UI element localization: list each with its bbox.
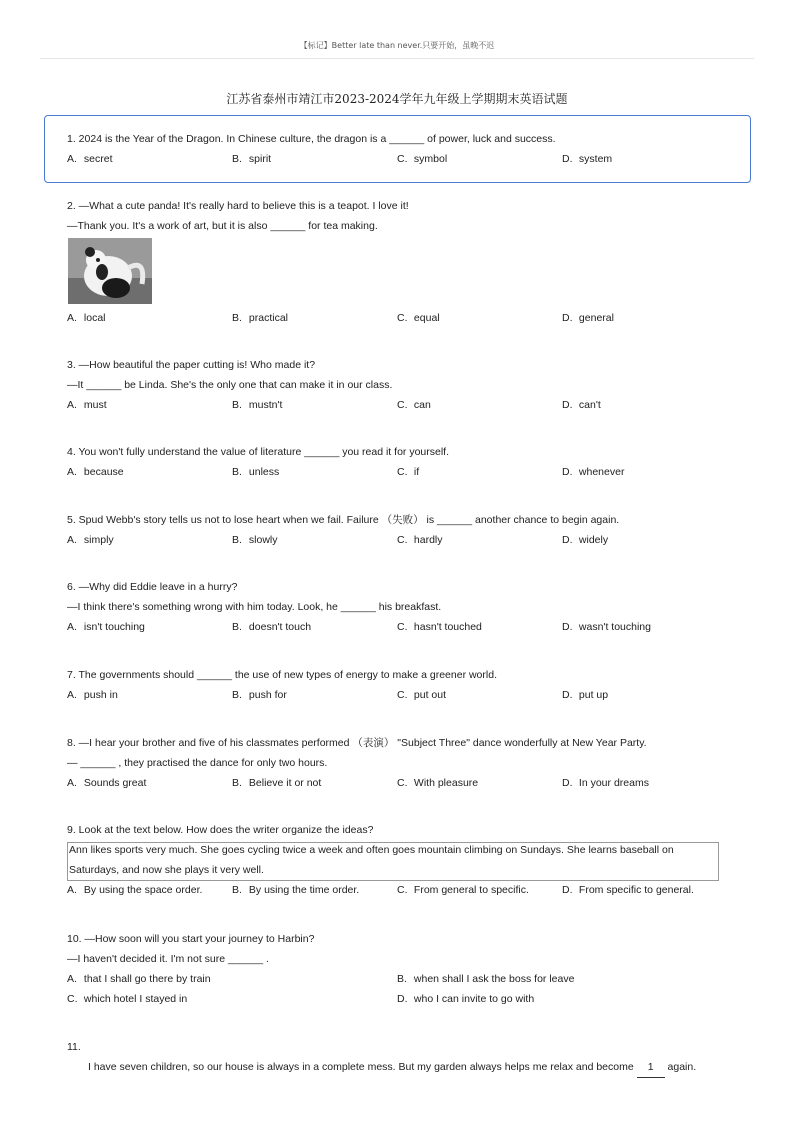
- option-b[interactable]: B. slowly: [232, 534, 278, 546]
- question-5: [67, 510, 737, 550]
- option-c[interactable]: C. symbol: [397, 153, 448, 165]
- question-2: [67, 196, 737, 236]
- question-7: [67, 665, 737, 705]
- option-c[interactable]: C. put out: [397, 689, 447, 701]
- question-6: [67, 577, 737, 637]
- question-10-options-row-1: [67, 969, 737, 989]
- question-5-options: [67, 530, 737, 550]
- question-2-options: [67, 308, 737, 328]
- option-c[interactable]: C. With pleasure: [397, 777, 479, 789]
- question-5-stem: 5. Spud Webb's story tells us not to lose heart when we fail. Failure （失败） is ______ another chance to begin again.: [67, 514, 620, 526]
- question-9-stem: 9. Look at the text below. How does the writer organize the ideas?: [67, 824, 374, 836]
- question-10: [67, 929, 737, 1009]
- question-1: [67, 129, 737, 169]
- blank-1[interactable]: 1: [637, 1057, 665, 1078]
- option-a[interactable]: A. Sounds great: [67, 777, 147, 789]
- question-9: [67, 820, 737, 900]
- option-c[interactable]: C. hasn't touched: [397, 621, 482, 633]
- option-b[interactable]: B. practical: [232, 312, 289, 324]
- question-3: [67, 355, 737, 415]
- option-d[interactable]: D. system: [562, 153, 613, 165]
- option-d[interactable]: D. wasn't touching: [562, 621, 651, 633]
- option-a[interactable]: A. secret: [67, 153, 113, 165]
- option-d[interactable]: D. put up: [562, 689, 609, 701]
- option-b[interactable]: B. mustn't: [232, 399, 283, 411]
- question-4-options: [67, 462, 737, 482]
- option-d[interactable]: D. In your dreams: [562, 777, 649, 789]
- question-2-stem: 2. —What a cute panda! It's really hard to believe this is a teapot. I love it!: [67, 200, 409, 212]
- question-8: [67, 733, 737, 793]
- question-10-options-row-2: [67, 989, 737, 1009]
- question-8-stem: 8. —I hear your brother and five of his classmates performed （表演） "Subject Three" dance wonderfully at New Year Party.: [67, 737, 647, 749]
- option-b[interactable]: B. Believe it or not: [232, 777, 322, 789]
- question-1-options: [67, 149, 737, 169]
- page-title: 江苏省泰州市靖江市2023-2024学年九年级上学期期末英语试题: [226, 92, 568, 106]
- option-a[interactable]: A. must: [67, 399, 107, 411]
- question-8-options: [67, 773, 737, 793]
- option-b[interactable]: B. doesn't touch: [232, 621, 312, 633]
- question-7-stem: 7. The governments should ______ the use of new types of energy to make a greener world.: [67, 669, 497, 681]
- option-d[interactable]: D. general: [562, 312, 614, 324]
- question-9-options: [67, 880, 737, 900]
- question-4: [67, 442, 737, 482]
- passage-text: I have seven children, so our house is always in a complete mess. But my garden always helps me relax and become: [88, 1061, 637, 1073]
- option-a[interactable]: A. push in: [67, 689, 118, 701]
- option-a[interactable]: A. that I shall go there by train: [67, 973, 211, 985]
- option-d[interactable]: D. From specific to general.: [562, 884, 694, 896]
- question-2-stem-2: —Thank you. It's a work of art, but it is also ______ for tea making.: [67, 220, 378, 232]
- option-a[interactable]: A. isn't touching: [67, 621, 145, 633]
- question-9-passage-line-1: Ann likes sports very much. She goes cycling twice a week and often goes mountain climbing on Sundays. She learns baseball on: [69, 844, 674, 856]
- question-3-stem-2: —It ______ be Linda. She's the only one that can make it in our class.: [67, 379, 393, 391]
- header-divider: [40, 58, 754, 59]
- option-b[interactable]: B. spirit: [232, 153, 272, 165]
- option-c[interactable]: C. which hotel I stayed in: [67, 993, 188, 1005]
- question-6-stem: 6. —Why did Eddie leave in a hurry?: [67, 581, 238, 593]
- option-a[interactable]: A. local: [67, 312, 106, 324]
- question-9-passage-line-2: Saturdays, and now she plays it very well.: [69, 864, 264, 876]
- option-d[interactable]: D. widely: [562, 534, 609, 546]
- option-c[interactable]: C. equal: [397, 312, 440, 324]
- question-11-number: 11.: [67, 1041, 81, 1053]
- panda-teapot-image: [68, 238, 152, 304]
- option-c[interactable]: C. From general to specific.: [397, 884, 529, 896]
- question-6-options: [67, 617, 737, 637]
- option-c[interactable]: C. hardly: [397, 534, 443, 546]
- passage-text-end: again.: [664, 1061, 697, 1073]
- option-a[interactable]: A. because: [67, 466, 124, 478]
- question-10-stem: 10. —How soon will you start your journey to Harbin?: [67, 933, 315, 945]
- question-10-stem-2: —I haven't decided it. I'm not sure ______ .: [67, 953, 269, 965]
- option-c[interactable]: C. if: [397, 466, 420, 478]
- question-2-answers: [67, 308, 737, 328]
- option-b[interactable]: B. when shall I ask the boss for leave: [397, 973, 575, 985]
- option-a[interactable]: A. By using the space order.: [67, 884, 203, 896]
- option-c[interactable]: C. can: [397, 399, 431, 411]
- option-b[interactable]: B. By using the time order.: [232, 884, 360, 896]
- header-motto: 【标记】Better late than never.只要开始，虽晚不迟: [299, 41, 495, 50]
- question-1-stem: 1. 2024 is the Year of the Dragon. In Chinese culture, the dragon is a ______ of power, luck and success.: [67, 133, 556, 145]
- question-3-options: [67, 395, 737, 415]
- question-4-stem: 4. You won't fully understand the value of literature ______ you read it for yourself.: [67, 446, 449, 458]
- option-d[interactable]: D. who I can invite to go with: [397, 993, 535, 1005]
- question-3-stem: 3. —How beautiful the paper cutting is! Who made it?: [67, 359, 316, 371]
- question-7-options: [67, 685, 737, 705]
- question-8-stem-2: — ______ , they practised the dance for only two hours.: [67, 757, 328, 769]
- option-d[interactable]: D. whenever: [562, 466, 625, 478]
- option-b[interactable]: B. unless: [232, 466, 280, 478]
- question-6-stem-2: —I think there's something wrong with him today. Look, he ______ his breakfast.: [67, 601, 442, 613]
- option-d[interactable]: D. can't: [562, 399, 601, 411]
- option-b[interactable]: B. push for: [232, 689, 287, 701]
- option-a[interactable]: A. simply: [67, 534, 114, 546]
- question-11-passage: [88, 1057, 728, 1078]
